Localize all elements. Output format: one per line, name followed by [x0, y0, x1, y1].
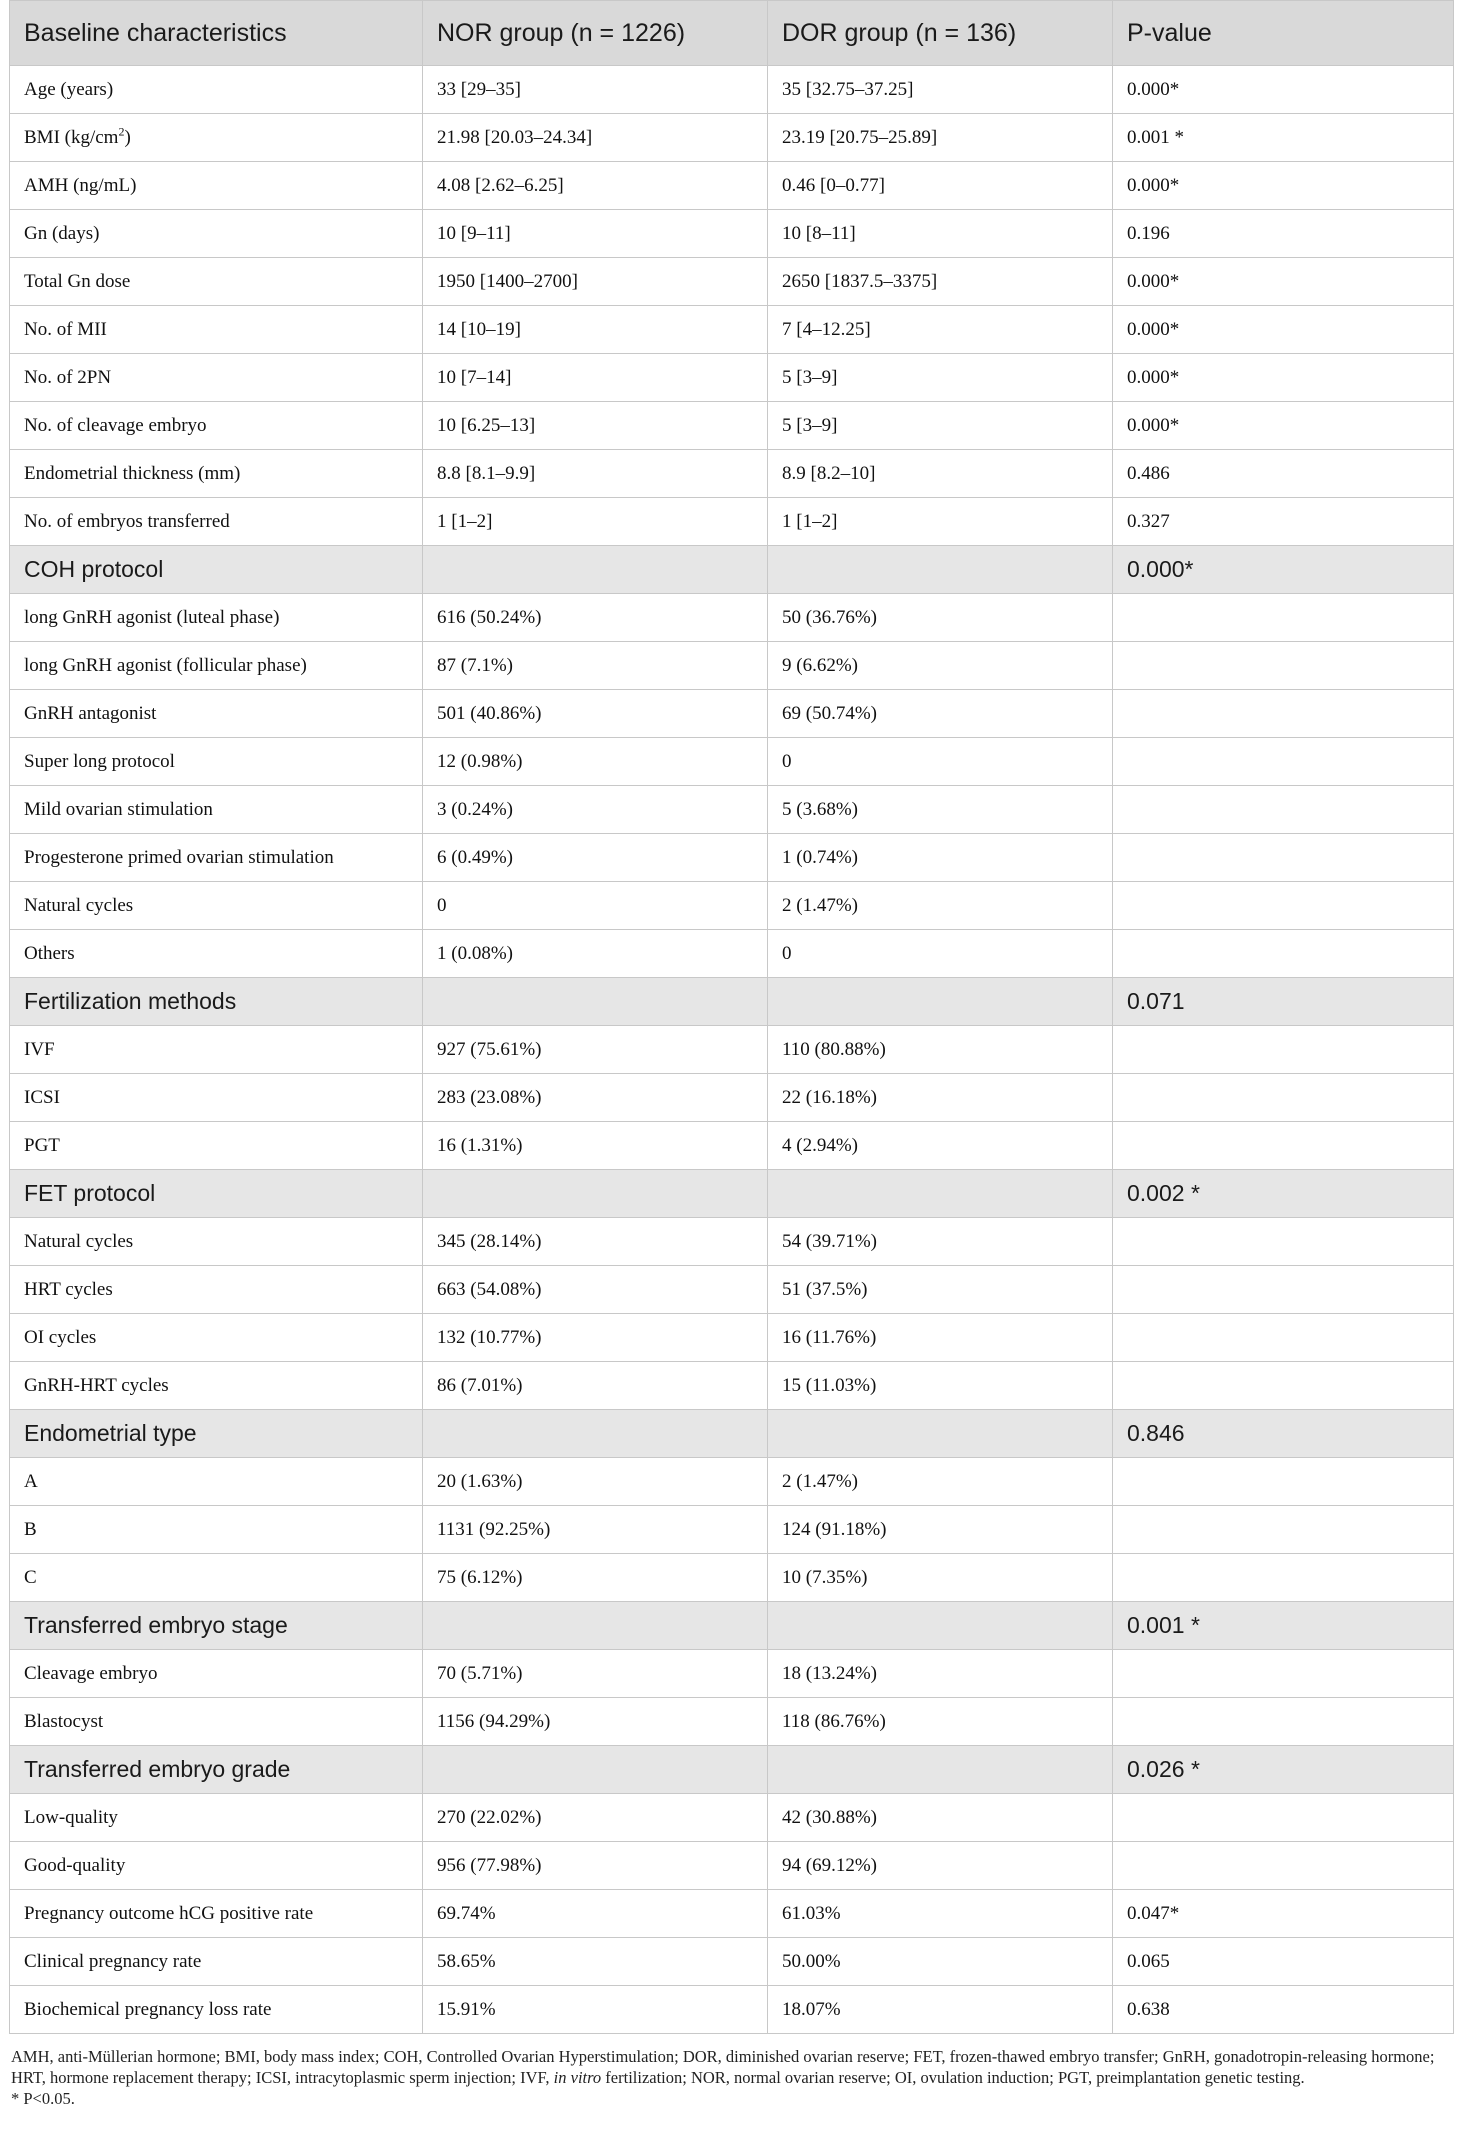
- cell-nor-value: 14 [10–19]: [423, 306, 768, 354]
- cell-p-value: [1113, 1362, 1454, 1410]
- cell-characteristic: C: [10, 1554, 423, 1602]
- cell-characteristic: IVF: [10, 1026, 423, 1074]
- cell-nor-value: 10 [9–11]: [423, 210, 768, 258]
- cell-p-value: 0.327: [1113, 498, 1454, 546]
- cell-p-value: [1113, 1506, 1454, 1554]
- cell-characteristic: No. of cleavage embryo: [10, 402, 423, 450]
- table-row: [10, 1458, 1454, 1506]
- cell-characteristic: long GnRH agonist (follicular phase): [10, 642, 423, 690]
- cell-characteristic: Low-quality: [10, 1794, 423, 1842]
- abbreviations-text-end: fertilization; NOR, normal ovarian reserve; OI, ovulation induction; PGT, preimplantation genetic testing.: [601, 2068, 1305, 2087]
- cell-nor-value: 927 (75.61%): [423, 1026, 768, 1074]
- cell-dor-value: [768, 1746, 1113, 1794]
- cell-p-value: 0.000*: [1113, 66, 1454, 114]
- cell-dor-value: 2 (1.47%): [768, 882, 1113, 930]
- cell-p-value: [1113, 786, 1454, 834]
- cell-nor-value: 132 (10.77%): [423, 1314, 768, 1362]
- cell-dor-value: 15 (11.03%): [768, 1362, 1113, 1410]
- cell-dor-value: 10 (7.35%): [768, 1554, 1113, 1602]
- cell-p-value: [1113, 1554, 1454, 1602]
- cell-characteristic: Natural cycles: [10, 882, 423, 930]
- table-row: [10, 1938, 1454, 1986]
- cell-p-value: [1113, 834, 1454, 882]
- cell-p-value: [1113, 690, 1454, 738]
- cell-dor-value: 51 (37.5%): [768, 1266, 1113, 1314]
- cell-p-value: 0.486: [1113, 450, 1454, 498]
- table-row: [10, 834, 1454, 882]
- cell-nor-value: 8.8 [8.1–9.9]: [423, 450, 768, 498]
- cell-p-value: 0.071: [1113, 978, 1454, 1026]
- baseline-characteristics-table: [9, 0, 1454, 2034]
- cell-p-value: [1113, 594, 1454, 642]
- document: [9, 0, 1453, 2109]
- cell-characteristic: COH protocol: [10, 546, 423, 594]
- cell-dor-value: 5 (3.68%): [768, 786, 1113, 834]
- cell-nor-value: 70 (5.71%): [423, 1650, 768, 1698]
- cell-dor-value: [768, 1410, 1113, 1458]
- table-row: [10, 1074, 1454, 1122]
- table-row: [10, 786, 1454, 834]
- table-row: [10, 1026, 1454, 1074]
- cell-p-value: [1113, 930, 1454, 978]
- table-row: [10, 642, 1454, 690]
- cell-characteristic: FET protocol: [10, 1170, 423, 1218]
- cell-dor-value: 118 (86.76%): [768, 1698, 1113, 1746]
- cell-dor-value: 54 (39.71%): [768, 1218, 1113, 1266]
- cell-p-value: [1113, 1458, 1454, 1506]
- table-row: [10, 258, 1454, 306]
- cell-characteristic: Good-quality: [10, 1842, 423, 1890]
- cell-p-value: 0.000*: [1113, 402, 1454, 450]
- cell-nor-value: 345 (28.14%): [423, 1218, 768, 1266]
- table-row: [10, 306, 1454, 354]
- cell-nor-value: 283 (23.08%): [423, 1074, 768, 1122]
- cell-dor-value: 69 (50.74%): [768, 690, 1113, 738]
- cell-dor-value: 35 [32.75–37.25]: [768, 66, 1113, 114]
- cell-characteristic: Fertilization methods: [10, 978, 423, 1026]
- cell-dor-value: 22 (16.18%): [768, 1074, 1113, 1122]
- table-row: [10, 1698, 1454, 1746]
- cell-characteristic: HRT cycles: [10, 1266, 423, 1314]
- cell-p-value: 0.001 *: [1113, 1602, 1454, 1650]
- cell-p-value: [1113, 1698, 1454, 1746]
- cell-nor-value: 33 [29–35]: [423, 66, 768, 114]
- cell-nor-value: [423, 1170, 768, 1218]
- table-row: [10, 1122, 1454, 1170]
- cell-characteristic: Mild ovarian stimulation: [10, 786, 423, 834]
- cell-nor-value: 20 (1.63%): [423, 1458, 768, 1506]
- cell-characteristic: PGT: [10, 1122, 423, 1170]
- cell-nor-value: 10 [6.25–13]: [423, 402, 768, 450]
- cell-dor-value: 10 [8–11]: [768, 210, 1113, 258]
- cell-nor-value: 1 (0.08%): [423, 930, 768, 978]
- cell-characteristic: Endometrial type: [10, 1410, 423, 1458]
- cell-dor-value: 61.03%: [768, 1890, 1113, 1938]
- table-row: [10, 1314, 1454, 1362]
- cell-p-value: [1113, 1026, 1454, 1074]
- cell-p-value: [1113, 1074, 1454, 1122]
- cell-characteristic: Blastocyst: [10, 1698, 423, 1746]
- cell-dor-value: 5 [3–9]: [768, 402, 1113, 450]
- cell-dor-value: 0: [768, 930, 1113, 978]
- cell-dor-value: 1 (0.74%): [768, 834, 1113, 882]
- cell-nor-value: 4.08 [2.62–6.25]: [423, 162, 768, 210]
- cell-dor-value: 94 (69.12%): [768, 1842, 1113, 1890]
- cell-p-value: 0.065: [1113, 1938, 1454, 1986]
- cell-p-value: 0.000*: [1113, 546, 1454, 594]
- table-row: [10, 162, 1454, 210]
- cell-dor-value: 7 [4–12.25]: [768, 306, 1113, 354]
- section-row: [10, 1170, 1454, 1218]
- table-row: [10, 210, 1454, 258]
- cell-p-value: [1113, 882, 1454, 930]
- cell-characteristic: [10, 114, 423, 162]
- cell-nor-value: 87 (7.1%): [423, 642, 768, 690]
- cell-nor-value: 1156 (94.29%): [423, 1698, 768, 1746]
- cell-p-value: 0.002 *: [1113, 1170, 1454, 1218]
- cell-dor-value: 50 (36.76%): [768, 594, 1113, 642]
- cell-nor-value: 15.91%: [423, 1986, 768, 2034]
- cell-p-value: 0.000*: [1113, 162, 1454, 210]
- significance-note: * P<0.05.: [11, 2089, 75, 2108]
- cell-nor-value: [423, 1410, 768, 1458]
- table-row: [10, 354, 1454, 402]
- cell-dor-value: 42 (30.88%): [768, 1794, 1113, 1842]
- cell-characteristic: Progesterone primed ovarian stimulation: [10, 834, 423, 882]
- cell-p-value: 0.846: [1113, 1410, 1454, 1458]
- cell-nor-value: 1 [1–2]: [423, 498, 768, 546]
- cell-dor-value: 1 [1–2]: [768, 498, 1113, 546]
- cell-nor-value: [423, 546, 768, 594]
- table-row: [10, 1890, 1454, 1938]
- cell-dor-value: 2 (1.47%): [768, 1458, 1113, 1506]
- table-row: [10, 930, 1454, 978]
- table-row: [10, 882, 1454, 930]
- cell-p-value: 0.000*: [1113, 306, 1454, 354]
- table-row: [10, 690, 1454, 738]
- cell-dor-value: 0: [768, 738, 1113, 786]
- cell-nor-value: 16 (1.31%): [423, 1122, 768, 1170]
- table-row: [10, 1554, 1454, 1602]
- label-superscript: 2: [118, 124, 125, 139]
- table-row: [10, 498, 1454, 546]
- cell-dor-value: [768, 546, 1113, 594]
- cell-characteristic: Clinical pregnancy rate: [10, 1938, 423, 1986]
- cell-characteristic: No. of embryos transferred: [10, 498, 423, 546]
- cell-dor-value: 5 [3–9]: [768, 354, 1113, 402]
- cell-characteristic: AMH (ng/mL): [10, 162, 423, 210]
- abbreviations-text: AMH, anti-Müllerian hormone; BMI, body mass index; COH, Controlled Ovarian Hyperstimulation; DOR, diminished ovarian reserve; FET, frozen-thawed embryo transfer; GnRH, gonadotropin-releasing hormone; HRT, hormone replacement therapy; ICSI, intracytoplasmic sperm injection; IVF,: [11, 2047, 1435, 2087]
- cell-nor-value: 616 (50.24%): [423, 594, 768, 642]
- abbreviations-note: [11, 2046, 1451, 2088]
- section-row: [10, 978, 1454, 1026]
- cell-nor-value: [423, 978, 768, 1026]
- cell-nor-value: 270 (22.02%): [423, 1794, 768, 1842]
- cell-nor-value: 3 (0.24%): [423, 786, 768, 834]
- section-row: [10, 1602, 1454, 1650]
- cell-dor-value: 50.00%: [768, 1938, 1113, 1986]
- cell-p-value: [1113, 1218, 1454, 1266]
- table-row: [10, 1266, 1454, 1314]
- cell-characteristic: B: [10, 1506, 423, 1554]
- cell-nor-value: 501 (40.86%): [423, 690, 768, 738]
- cell-characteristic: Age (years): [10, 66, 423, 114]
- cell-p-value: [1113, 1122, 1454, 1170]
- cell-dor-value: 4 (2.94%): [768, 1122, 1113, 1170]
- table-row: [10, 1842, 1454, 1890]
- cell-nor-value: 10 [7–14]: [423, 354, 768, 402]
- cell-p-value: 0.000*: [1113, 354, 1454, 402]
- table-row: [10, 66, 1454, 114]
- cell-nor-value: 6 (0.49%): [423, 834, 768, 882]
- cell-nor-value: 956 (77.98%): [423, 1842, 768, 1890]
- section-row: [10, 1410, 1454, 1458]
- cell-characteristic: Pregnancy outcome hCG positive rate: [10, 1890, 423, 1938]
- cell-characteristic: long GnRH agonist (luteal phase): [10, 594, 423, 642]
- header-p-value: P-value: [1113, 1, 1454, 66]
- cell-dor-value: 18.07%: [768, 1986, 1113, 2034]
- cell-dor-value: 18 (13.24%): [768, 1650, 1113, 1698]
- table-row: [10, 1218, 1454, 1266]
- section-row: [10, 1746, 1454, 1794]
- cell-p-value: [1113, 1794, 1454, 1842]
- cell-characteristic: Natural cycles: [10, 1218, 423, 1266]
- cell-characteristic: Super long protocol: [10, 738, 423, 786]
- cell-p-value: 0.196: [1113, 210, 1454, 258]
- cell-p-value: 0.026 *: [1113, 1746, 1454, 1794]
- cell-nor-value: 663 (54.08%): [423, 1266, 768, 1314]
- cell-dor-value: [768, 1602, 1113, 1650]
- cell-nor-value: [423, 1746, 768, 1794]
- label-text: BMI (kg/cm: [24, 126, 119, 148]
- cell-p-value: [1113, 1266, 1454, 1314]
- header-dor-group: DOR group (n = 136): [768, 1, 1113, 66]
- cell-p-value: 0.047*: [1113, 1890, 1454, 1938]
- cell-nor-value: 1950 [1400–2700]: [423, 258, 768, 306]
- cell-characteristic: GnRH-HRT cycles: [10, 1362, 423, 1410]
- cell-characteristic: Endometrial thickness (mm): [10, 450, 423, 498]
- cell-dor-value: 23.19 [20.75–25.89]: [768, 114, 1113, 162]
- table-row: [10, 738, 1454, 786]
- table-header-row: [10, 1, 1454, 66]
- table-row: [10, 1650, 1454, 1698]
- table-row: [10, 114, 1454, 162]
- cell-p-value: [1113, 1650, 1454, 1698]
- cell-nor-value: 75 (6.12%): [423, 1554, 768, 1602]
- section-row: [10, 546, 1454, 594]
- cell-p-value: 0.638: [1113, 1986, 1454, 2034]
- cell-nor-value: 69.74%: [423, 1890, 768, 1938]
- cell-nor-value: 21.98 [20.03–24.34]: [423, 114, 768, 162]
- cell-dor-value: 2650 [1837.5–3375]: [768, 258, 1113, 306]
- table-row: [10, 402, 1454, 450]
- cell-dor-value: 9 (6.62%): [768, 642, 1113, 690]
- cell-dor-value: [768, 1170, 1113, 1218]
- cell-p-value: [1113, 1842, 1454, 1890]
- table-row: [10, 594, 1454, 642]
- table-row: [10, 1506, 1454, 1554]
- cell-characteristic: Cleavage embryo: [10, 1650, 423, 1698]
- table-row: [10, 1794, 1454, 1842]
- cell-dor-value: 8.9 [8.2–10]: [768, 450, 1113, 498]
- cell-characteristic: GnRH antagonist: [10, 690, 423, 738]
- abbreviations-italic: in vitro: [553, 2068, 602, 2087]
- cell-characteristic: Transferred embryo grade: [10, 1746, 423, 1794]
- cell-dor-value: 124 (91.18%): [768, 1506, 1113, 1554]
- cell-nor-value: 1131 (92.25%): [423, 1506, 768, 1554]
- cell-p-value: 0.000*: [1113, 258, 1454, 306]
- cell-characteristic: A: [10, 1458, 423, 1506]
- cell-characteristic: Transferred embryo stage: [10, 1602, 423, 1650]
- cell-nor-value: 86 (7.01%): [423, 1362, 768, 1410]
- cell-p-value: [1113, 642, 1454, 690]
- table-body: [10, 66, 1454, 2034]
- table-footnotes: [9, 2046, 1453, 2109]
- cell-dor-value: 110 (80.88%): [768, 1026, 1113, 1074]
- cell-characteristic: ICSI: [10, 1074, 423, 1122]
- header-baseline-characteristics: Baseline characteristics: [10, 1, 423, 66]
- cell-nor-value: 0: [423, 882, 768, 930]
- cell-p-value: [1113, 1314, 1454, 1362]
- cell-dor-value: [768, 978, 1113, 1026]
- cell-p-value: [1113, 738, 1454, 786]
- cell-characteristic: No. of 2PN: [10, 354, 423, 402]
- header-nor-group: NOR group (n = 1226): [423, 1, 768, 66]
- cell-characteristic: OI cycles: [10, 1314, 423, 1362]
- cell-characteristic: No. of MII: [10, 306, 423, 354]
- cell-characteristic: Gn (days): [10, 210, 423, 258]
- cell-p-value: 0.001 *: [1113, 114, 1454, 162]
- table-row: [10, 450, 1454, 498]
- cell-dor-value: 16 (11.76%): [768, 1314, 1113, 1362]
- table-row: [10, 1986, 1454, 2034]
- cell-nor-value: 12 (0.98%): [423, 738, 768, 786]
- cell-nor-value: [423, 1602, 768, 1650]
- cell-dor-value: 0.46 [0–0.77]: [768, 162, 1113, 210]
- cell-characteristic: Biochemical pregnancy loss rate: [10, 1986, 423, 2034]
- table-row: [10, 1362, 1454, 1410]
- cell-nor-value: 58.65%: [423, 1938, 768, 1986]
- label-text-end: ): [124, 126, 131, 148]
- cell-characteristic: Others: [10, 930, 423, 978]
- cell-characteristic: Total Gn dose: [10, 258, 423, 306]
